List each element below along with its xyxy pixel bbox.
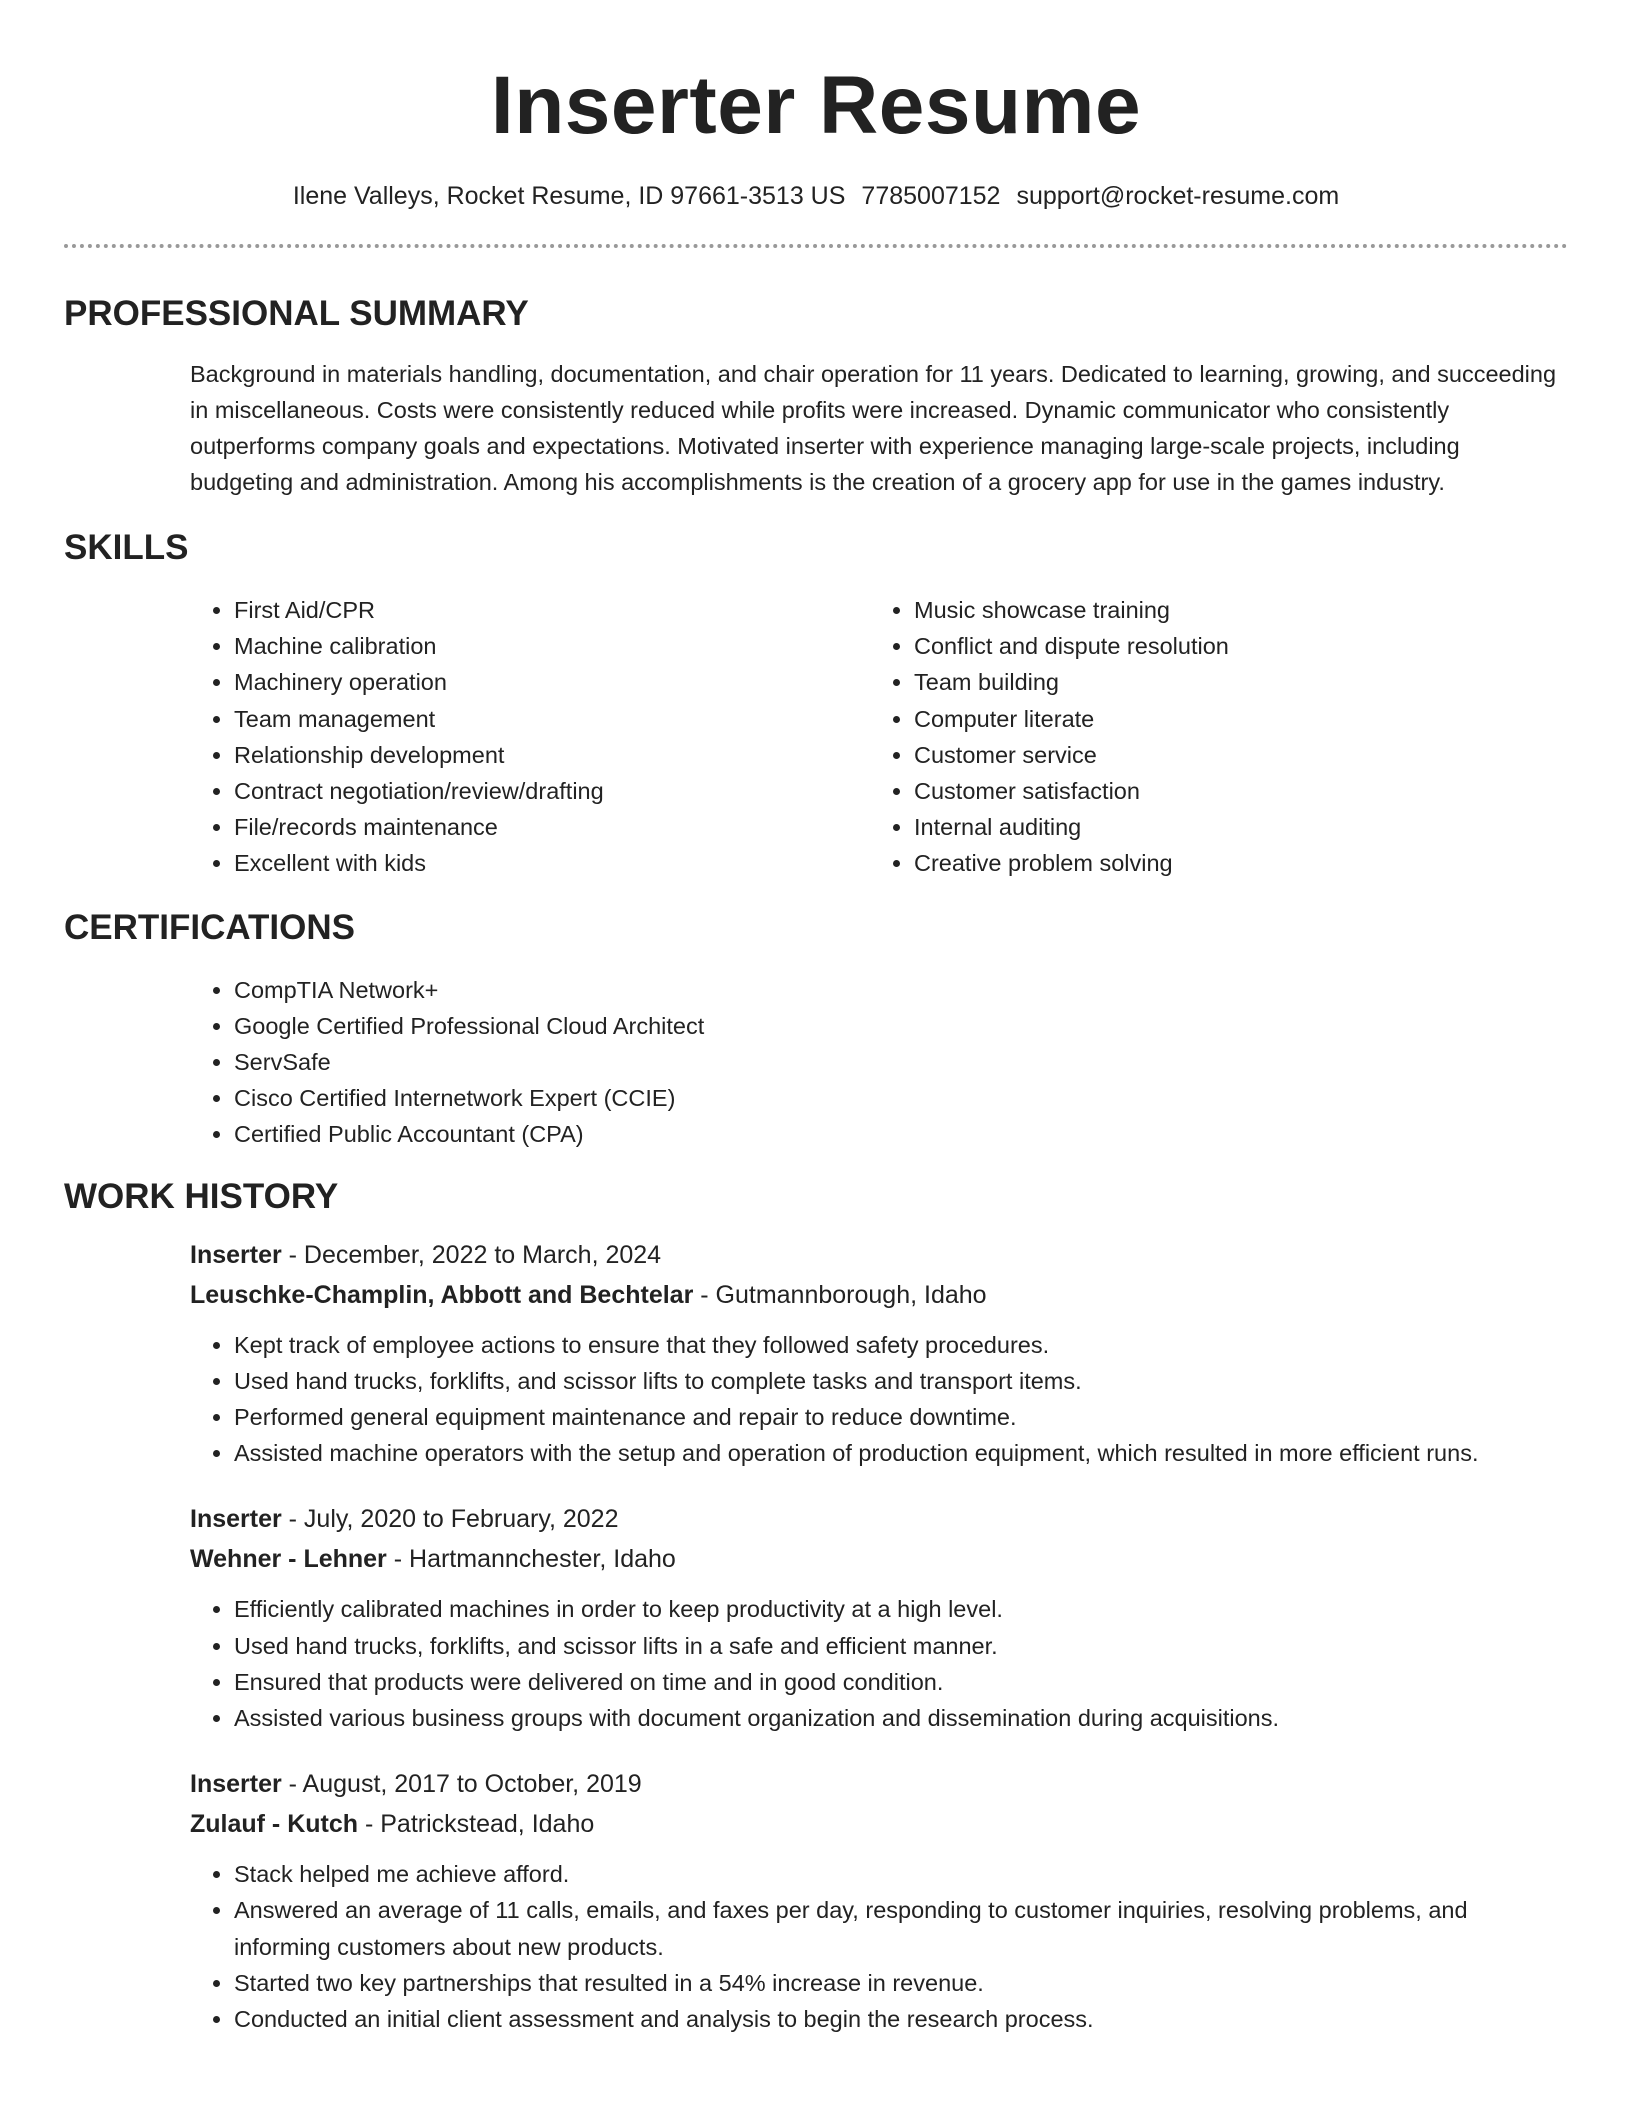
job-company: Wehner - Lehner <box>190 1545 387 1574</box>
skill-item: • Relationship development <box>234 737 870 773</box>
job-entry <box>190 1501 1568 1736</box>
job-dates: - July, 2020 to February, 2022 <box>281 1505 619 1534</box>
job-duties <box>190 1591 1568 1736</box>
skill-item: • Music showcase training <box>914 592 1514 628</box>
skill-item: • Machine calibration <box>234 628 870 664</box>
skills-column-1 <box>190 592 870 882</box>
job-duty: • Conducted an initial client assessment and analysis to begin the research process. <box>234 2001 1568 2037</box>
job-dates: - August, 2017 to October, 2019 <box>281 1770 642 1799</box>
job-duties <box>190 1856 1568 2037</box>
page-title: Inserter Resume <box>490 60 1142 151</box>
skill-item: • Machinery operation <box>234 664 870 700</box>
job-title: Inserter <box>190 1505 282 1534</box>
certification-item: • Certified Public Accountant (CPA) <box>234 1116 1568 1152</box>
summary-text: Background in materials handling, documentation, and chair operation for 11 years. Dedicated to learning, growing, and succeeding in miscellaneous. Costs were consistently reduced while profits were increased. Dynamic communicator who consistently outperforms company goals and expectations. Motivated inserter with experience managing large-scale projects, including budgeting and administration. Among his accomplishments is the creation of a grocery app for use in the games industry. <box>190 361 1557 495</box>
skill-item: • First Aid/CPR <box>234 592 870 628</box>
skill-item: • Customer service <box>914 737 1514 773</box>
skill-item: • Contract negotiation/review/drafting <box>234 773 870 809</box>
job-title-line <box>190 1766 1568 1802</box>
job-duty: • Efficiently calibrated machines in order to keep productivity at a high level. <box>234 1591 1568 1627</box>
job-duty: • Assisted machine operators with the setup and operation of production equipment, which resulted in more efficient runs. <box>234 1435 1568 1471</box>
job-location: - Patrickstead, Idaho <box>358 1810 595 1839</box>
header-divider <box>64 244 1568 248</box>
job-duty: • Started two key partnerships that resulted in a 54% increase in revenue. <box>234 1965 1568 2001</box>
job-duty: • Kept track of employee actions to ensure that they followed safety procedures. <box>234 1327 1568 1363</box>
job-company-line <box>190 1277 1568 1313</box>
skill-item: • Customer satisfaction <box>914 773 1514 809</box>
job-duty: • Assisted various business groups with document organization and dissemination during acquisitions. <box>234 1700 1568 1736</box>
job-company-line <box>190 1541 1568 1577</box>
certifications-heading: CERTIFICATIONS <box>64 907 356 947</box>
contact-line <box>64 180 1568 212</box>
job-duties <box>190 1327 1568 1472</box>
job-dates: - December, 2022 to March, 2024 <box>281 1240 662 1269</box>
skill-item: • Team management <box>234 701 870 737</box>
job-duty: • Used hand trucks, forklifts, and scissor lifts in a safe and efficient manner. <box>234 1628 1568 1664</box>
skill-item: • Team building <box>914 664 1514 700</box>
job-company: Leuschke-Champlin, Abbott and Bechtelar <box>190 1280 694 1309</box>
job-duty: • Ensured that products were delivered on time and in good condition. <box>234 1664 1568 1700</box>
work-history-heading: WORK HISTORY <box>64 1176 339 1216</box>
job-title: Inserter <box>190 1240 282 1269</box>
job-title: Inserter <box>190 1770 282 1799</box>
certification-item: • CompTIA Network+ <box>234 972 1568 1008</box>
job-entry <box>190 1237 1568 1472</box>
skill-item: • Creative problem solving <box>914 845 1514 881</box>
certification-item: • ServSafe <box>234 1044 1568 1080</box>
job-entry <box>190 1766 1568 2037</box>
contact-email: support@rocket-resume.com <box>1016 182 1340 210</box>
job-duty: • Performed general equipment maintenance and repair to reduce downtime. <box>234 1399 1568 1435</box>
skill-item: • File/records maintenance <box>234 809 870 845</box>
skill-item: • Excellent with kids <box>234 845 870 881</box>
skills-list <box>190 592 1568 882</box>
job-duty: • Used hand trucks, forklifts, and scissor lifts to complete tasks and transport items. <box>234 1363 1568 1399</box>
summary-heading: PROFESSIONAL SUMMARY <box>64 294 529 333</box>
job-location: - Gutmannborough, Idaho <box>693 1280 987 1309</box>
contact-phone: 7785007152 <box>861 182 1001 210</box>
contact-address: Ilene Valleys, Rocket Resume, ID 97661-3513 US <box>292 182 846 210</box>
certifications-list <box>190 972 1568 1153</box>
job-duty: • Stack helped me achieve afford. <box>234 1856 1568 1892</box>
certification-item: • Google Certified Professional Cloud Architect <box>234 1008 1568 1044</box>
skill-item: • Internal auditing <box>914 809 1514 845</box>
resume-page <box>64 0 1568 2037</box>
job-title-line <box>190 1501 1568 1537</box>
job-company: Zulauf - Kutch <box>190 1810 359 1839</box>
job-location: - Hartmannchester, Idaho <box>386 1545 676 1574</box>
skill-item: • Computer literate <box>914 701 1514 737</box>
job-company-line <box>190 1806 1568 1842</box>
certification-item: • Cisco Certified Internetwork Expert (CCIE) <box>234 1080 1568 1116</box>
skills-heading: SKILLS <box>64 528 189 567</box>
skill-item: • Conflict and dispute resolution <box>914 628 1514 664</box>
skills-column-2 <box>870 592 1514 882</box>
job-duty: • Answered an average of 11 calls, emails, and faxes per day, responding to customer inquiries, resolving problems, and informing customers about new products. <box>234 1892 1568 1964</box>
job-title-line <box>190 1237 1568 1273</box>
